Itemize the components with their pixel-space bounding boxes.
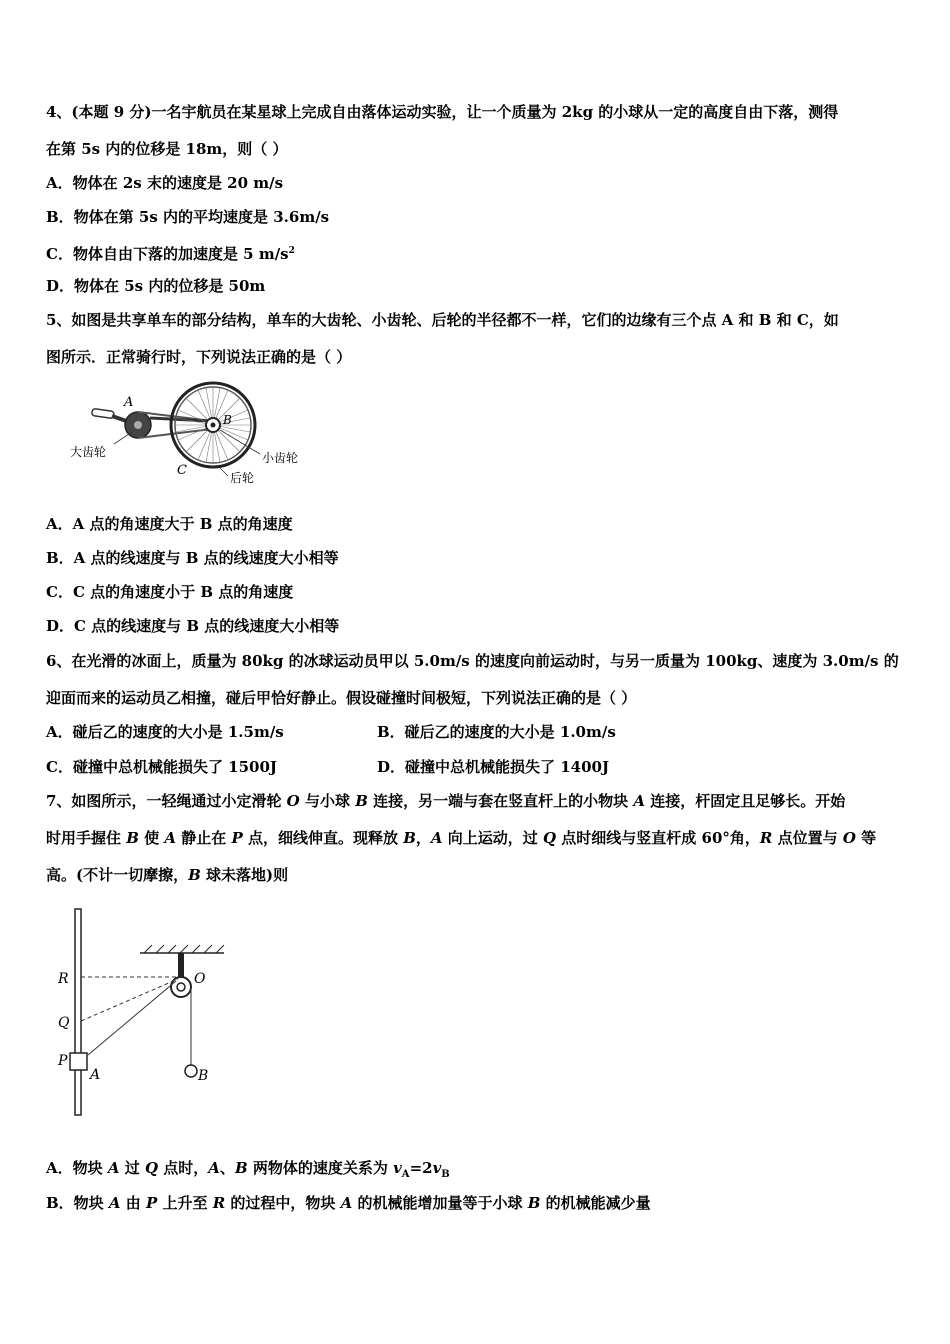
block-a <box>70 1053 87 1070</box>
q6-option-a: A．碰后乙的速度的大小是 1.5m/s <box>46 723 284 741</box>
q6-stem-line1: 6、在光滑的冰面上，质量为 80kg 的冰球运动员甲以 5.0m/s 的速度向前运动时，与另一质量为 100kg、速度为 3.0m/s 的 <box>46 652 899 670</box>
big-gear-leader <box>114 432 132 444</box>
pedal <box>92 408 115 418</box>
label-a: A <box>124 395 134 410</box>
q5-option-a: A．A 点的角速度大于 B 点的角速度 <box>46 515 293 533</box>
q5-stem-line2: 图所示．正常骑行时，下列说法正确的是（ ） <box>46 348 352 366</box>
q6-option-c: C．碰撞中总机械能损失了 1500J <box>46 758 278 776</box>
dashed-q-line <box>81 979 178 1021</box>
label-big-gear: 大齿轮 <box>70 445 107 459</box>
label-c: C <box>177 463 187 478</box>
q7-stem-line1: 7、如图所示，一轻绳通过小定滑轮 O 与小球 B 连接，另一端与套在竖直杆上的小物块 A 连接，杆固定且足够长。开始 <box>46 792 846 810</box>
q5-option-b: B．A 点的线速度与 B 点的线速度大小相等 <box>46 549 339 567</box>
rear-wheel-leader <box>220 468 228 476</box>
ceiling-hatch <box>144 945 224 953</box>
q4-option-a: A．物体在 2s 末的速度是 20 m/s <box>46 174 284 192</box>
q4-option-c-sup: 2 <box>288 246 295 256</box>
q4-option-c <box>46 241 295 264</box>
vertical-rod <box>75 909 81 1115</box>
label-b: B <box>198 1068 209 1084</box>
label-r: R <box>58 971 69 987</box>
q5-option-d: D．C 点的线速度与 B 点的线速度大小相等 <box>46 617 340 635</box>
rope-to-block <box>88 981 176 1055</box>
label-o: O <box>194 971 206 987</box>
q7-stem-line3: 高。(不计一切摩擦，B 球未落地)则 <box>46 866 289 884</box>
label-b: B <box>223 413 232 427</box>
pulley-rod-figure <box>52 905 232 1120</box>
q4-option-c-text: C．物体自由下落的加速度是 5 m/s <box>46 245 289 263</box>
label-small-gear: 小齿轮 <box>262 451 299 465</box>
bicycle-drivetrain-figure <box>60 376 320 492</box>
ball-b <box>185 1065 197 1077</box>
q7-option-a: A．物块 A 过 Q 点时，A、B 两物体的速度关系为 $v_A=2v_B$ <box>46 1159 450 1180</box>
frame-stay <box>150 418 210 421</box>
q5-option-c: C．C 点的角速度小于 B 点的角速度 <box>46 583 294 601</box>
q6-option-b: B．碰后乙的速度的大小是 1.0m/s <box>377 723 616 741</box>
label-rear-wheel: 后轮 <box>230 471 255 485</box>
label-a: A <box>90 1067 101 1083</box>
q4-option-d: D．物体在 5s 内的位移是 50m <box>46 277 266 295</box>
q7-option-b: B．物块 A 由 P 上升至 R 的过程中，物块 A 的机械能增加量等于小球 B 的机械能减少量 <box>46 1194 651 1212</box>
pulley-axle <box>177 983 185 991</box>
q7-stem-line2: 时用手握住 B 使 A 静止在 P 点，细线伸直。现释放 B，A 向上运动，过 Q 点时细线与竖直杆成 60°角，R 点位置与 O 等 <box>46 829 877 847</box>
q6-option-d: D．碰撞中总机械能损失了 1400J <box>377 758 610 776</box>
q5-stem-line1: 5、如图是共享单车的部分结构，单车的大齿轮、小齿轮、后轮的半径都不一样，它们的边缘有三个点 A 和 B 和 C，如 <box>46 311 839 329</box>
q4-option-b: B．物体在第 5s 内的平均速度是 3.6m/s <box>46 208 330 226</box>
big-gear-hub <box>134 421 142 429</box>
label-q: Q <box>58 1015 70 1031</box>
label-p: P <box>58 1053 68 1069</box>
small-gear-hub <box>211 423 216 428</box>
q4-stem-line2: 在第 5s 内的位移是 18m，则（ ） <box>46 140 288 158</box>
q4-stem-line1: 4、(本题 9 分)一名宇航员在某星球上完成自由落体运动实验，让一个质量为 2kg 的小球从一定的高度自由下落，测得 <box>46 103 839 121</box>
q6-stem-line2: 迎面而来的运动员乙相撞，碰后甲恰好静止。假设碰撞时间极短，下列说法正确的是（ ） <box>46 689 637 707</box>
pulley-support <box>178 953 184 979</box>
